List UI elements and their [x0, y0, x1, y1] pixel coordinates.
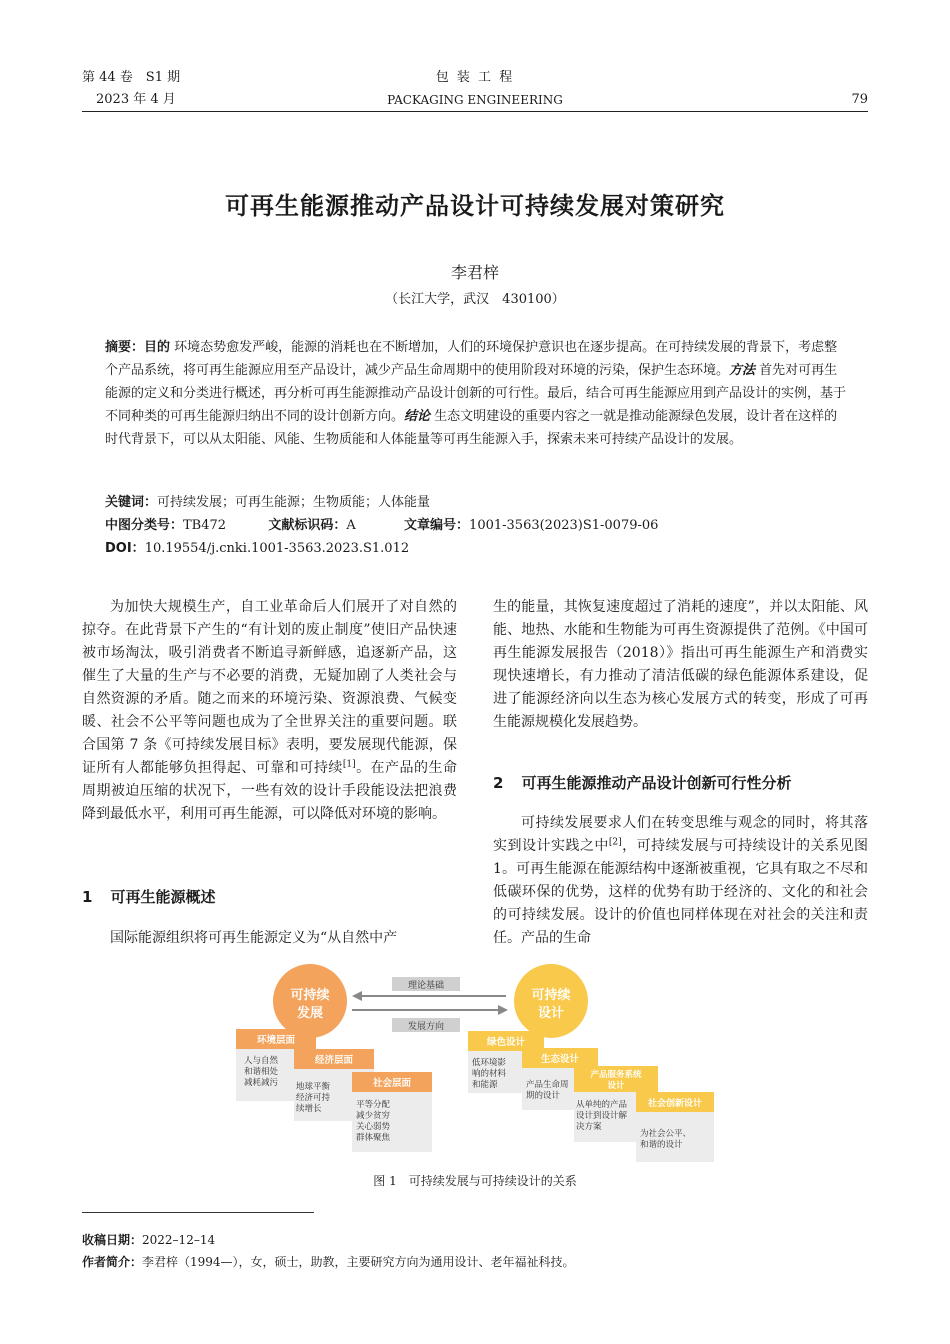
social-innovation-label: 社会创新设计 — [647, 1099, 703, 1109]
env-note-2: 和谐相处 — [244, 1067, 279, 1077]
green-note-3: 和能源 — [472, 1080, 498, 1090]
social-note-3: 关心弱势 — [356, 1122, 391, 1132]
econ-note-1: 地球平衡 — [296, 1082, 331, 1092]
page-number: 79 — [851, 92, 868, 107]
pss-label-1: 产品服务系统 — [590, 1070, 642, 1080]
abstract-label: 摘要： — [105, 340, 145, 355]
green-note-2: 响的材料 — [472, 1069, 507, 1079]
eco-design-label: 生态设计 — [540, 1054, 580, 1065]
affiliation: （长江大学，武汉 430100） — [385, 292, 565, 307]
conclusion-text: 生态文明建设的重要内容之一就是推动能源绿色发展，设计者在这样的时代背景下，可以从太阳能、风能、生物质能和人体能量等可再生能源入手，探索未来可持续产品设计的发展。 — [105, 409, 838, 447]
citation-1[interactable]: [1] — [342, 759, 356, 770]
continued-paragraph: 生的能量，其恢复速度超过了消耗的速度”，并以太阳能、风能、地热、水能和生物能为可再生资源提供了范例。《中国可再生能源发展报告（2018）》指出可再生能源生产和消费实现快速增长，有力推动了清洁低碳的绿色能源体系建设，促进了能源经济向以生态为核心发展方式的转变，形成了可再生能源规模化发展趋势。 — [493, 599, 868, 730]
section-2-paragraph: 可持续发展要求人们在转变思维与观念的同时，将其落实到设计实践之中[2]，可持续发展与可持续设计的关系见图 1。可再生能源在能源结构中逐渐被重视，它具有取之不尽和低碳环保的优势，这样的优势有助于经济的、文化的和社会的可持续发展。设计的价值也同样体现在对社会的关注和责任。产品的生命 — [493, 815, 869, 946]
right-column — [493, 596, 868, 734]
abstract — [105, 336, 847, 451]
doc-code-value: A — [346, 518, 356, 533]
keywords — [105, 492, 430, 514]
figure-1 — [236, 956, 714, 1166]
conclusion-label: 结论 — [404, 409, 431, 424]
clc-value: TB472 — [183, 518, 227, 533]
author-bio: 作者简介：李君梓（1994—），女，硕士，助教，主要研究方向为通用设计、老年福祉科技。 — [82, 1255, 575, 1269]
env-note-3: 减耗减污 — [244, 1078, 279, 1088]
classification — [105, 515, 658, 537]
env-tab-label: 环境层面 — [256, 1035, 296, 1046]
social-note-2: 减少贫穷 — [356, 1111, 391, 1121]
econ-note-2: 经济可持 — [296, 1093, 331, 1103]
issue-date: 2023 年 4 月 — [96, 92, 176, 107]
right-circle-line2: 设计 — [537, 1006, 565, 1021]
social-tab-label: 社会层面 — [372, 1078, 412, 1089]
paper-title: 可再生能源推动产品设计可持续发展对策研究 — [225, 192, 725, 220]
left-circle-line1: 可持续 — [290, 988, 330, 1003]
intro-paragraph: 为加快大规模生产，自工业革命后人们展开了对自然的掠夺。在此背景下产生的“有计划的废止制度”使旧产品快速被市场淘汰，吸引消费者不断追寻新鲜感，追逐新产品，这催生了大量的生产与不必要的消费，无疑加剧了人类社会与自然资源的矛盾。随之而来的环境污染、资源浪费、气候变暖、社会不公平等问题也成为了全世界关注的重要问题。联合国第 7 条《可持续发展目标》表明，要发展现代能源，保证所有人都能够负担得起、可靠和可持续[1]。在产品的生命周期被迫压缩的状况下，一些有效的设计手段能设法把浪费降到最低水平，利用可再生能源，可以降低对环境的影响。 — [82, 599, 458, 822]
doi — [105, 538, 409, 560]
pss-note-3: 决方案 — [576, 1122, 602, 1132]
pss-note-2: 设计到设计解 — [576, 1111, 628, 1121]
pss-note-1: 从单纯的产品 — [576, 1100, 628, 1110]
section-1-heading: 1 可再生能源概述 — [82, 888, 216, 906]
arrow-left-head — [352, 991, 362, 1001]
received-date: 收稿日期：2022–12–14 — [82, 1233, 216, 1247]
right-circle-line1: 可持续 — [531, 988, 571, 1003]
header-rule — [82, 111, 868, 112]
arrow-top-label: 理论基础 — [407, 981, 445, 991]
econ-note-3: 续增长 — [296, 1104, 322, 1114]
social-note-4: 群体聚焦 — [356, 1133, 391, 1143]
keywords-value: 可持续发展；可再生能源；生物质能；人体能量 — [157, 495, 431, 510]
env-note-1: 人与自然 — [244, 1056, 279, 1066]
arrow-right-head — [498, 1005, 508, 1015]
journal-name-cn: 包 装 工 程 — [435, 70, 515, 85]
clc-label: 中图分类号： — [105, 518, 184, 533]
social-note-1: 平等分配 — [356, 1100, 391, 1110]
doi-value: 10.19554/j.cnki.1001-3563.2023.S1.012 — [144, 541, 410, 556]
eco-note-1: 产品生命周 — [526, 1080, 569, 1090]
goal-text: 环境态势愈发严峻，能源的消耗也在不断增加，人们的环境保护意识也在逐步提高。在可持续发展的背景下，考虑整个产品系统，将可再生能源应用至产品设计，减少产品生命周期中的使用阶段对环境的污染，保护生态环境。 — [105, 340, 838, 378]
green-design-label: 绿色设计 — [486, 1037, 526, 1048]
doi-label: DOI： — [105, 541, 145, 556]
section-2-heading: 2 可再生能源推动产品设计创新可行性分析 — [493, 774, 792, 792]
keywords-label: 关键词： — [105, 495, 158, 510]
footnote-rule — [82, 1212, 314, 1213]
method-label: 方法 — [729, 363, 756, 378]
left-column-tail — [82, 927, 457, 950]
right-column-tail — [493, 812, 868, 950]
figure-caption: 图 1 可持续发展与可持续设计的关系 — [373, 1174, 577, 1188]
method-text: 首先对可再生能源的定义和分类进行概述，再分析可再生能源推动产品设计创新的可行性。最后，结合可再生能源应用到产品设计的实例，基于不同种类的可再生能源归纳出不同的设计创新方向。 — [105, 363, 847, 424]
volume-issue: 第 44 卷 S1 期 — [82, 70, 181, 85]
eco-note-2: 期的设计 — [526, 1091, 561, 1101]
article-number-label: 文章编号： — [404, 518, 470, 533]
citation-2[interactable]: [2] — [608, 837, 622, 848]
si-note-2: 和谐的设计 — [640, 1140, 683, 1150]
journal-name-en: PACKAGING ENGINEERING — [387, 93, 563, 107]
left-circle-line2: 发展 — [296, 1006, 324, 1021]
doc-code-label: 文献标识码： — [268, 518, 347, 533]
author: 李君梓 — [450, 263, 499, 282]
green-note-1: 低环境影 — [472, 1058, 507, 1068]
goal-label: 目的 — [144, 340, 171, 355]
econ-tab-label: 经济层面 — [314, 1055, 354, 1066]
left-column — [82, 596, 457, 826]
si-note-1: 为社会公平、 — [640, 1129, 692, 1139]
pss-label-2: 设计 — [607, 1081, 625, 1091]
article-number-value: 1001-3563(2023)S1-0079-06 — [469, 518, 659, 533]
section-1-paragraph: 国际能源组织将可再生能源定义为“从自然中产 — [110, 930, 398, 946]
arrow-bottom-label: 发展方向 — [407, 1022, 445, 1032]
